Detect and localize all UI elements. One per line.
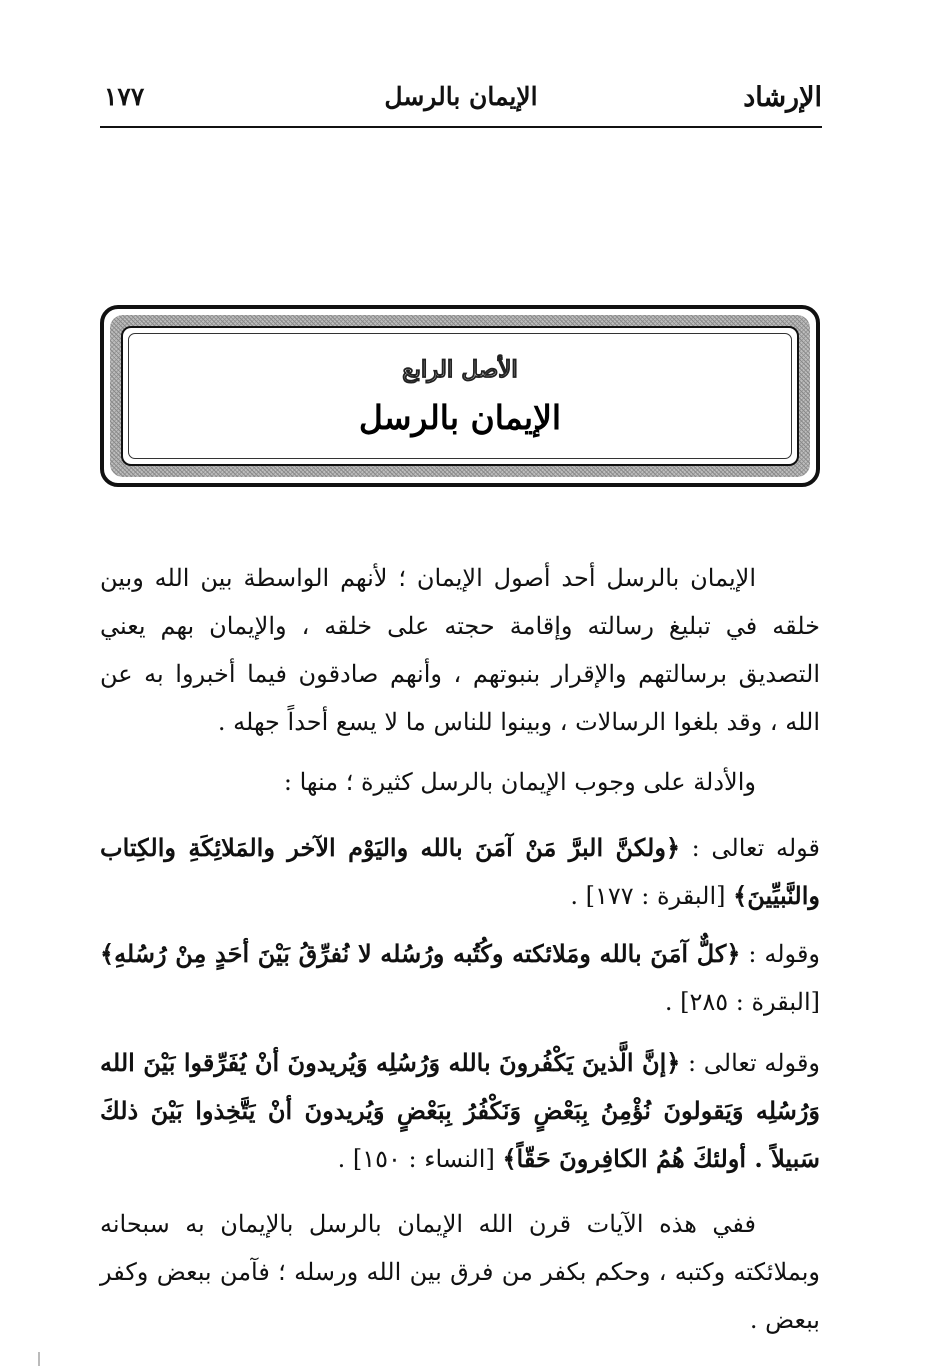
verse-reference: [البقرة : ٢٨٥] . bbox=[664, 988, 820, 1016]
paragraph-intro-text: الإيمان بالرسل أحد أصول الإيمان ؛ لأنهم الواسطة بين الله وبين خلقه في تبليغ رسالته وإقامة حجته على خلقه ، والإيمان بهم يعني التصديق برسالتهم والإقرار بنبوتهم ، وأنهم صادقون فيما أخبروا به عن الله ، وقد بلغوا الرسالات ، وبينوا للناس ما لا يسع أحداً جهله . bbox=[100, 564, 820, 736]
header-rule bbox=[100, 126, 822, 128]
frame-inner-line bbox=[128, 333, 792, 459]
paragraph-verse-baqarah-177 bbox=[100, 824, 820, 920]
verse-intro: قوله تعالى : bbox=[680, 834, 820, 862]
scan-margin-mark bbox=[38, 1352, 40, 1366]
paragraph-verse-nisa-150 bbox=[100, 1039, 820, 1183]
frame-inner-panel bbox=[121, 326, 799, 466]
verse-reference: [البقرة : ١٧٧] . bbox=[570, 882, 734, 910]
verse-intro: وقوله : bbox=[740, 940, 821, 968]
verse-reference: [النساء : ١٥٠] . bbox=[337, 1145, 503, 1173]
paragraph-evidence-lead bbox=[100, 758, 820, 806]
chapter-kicker: الأصل الرابع bbox=[402, 356, 518, 383]
header-section-title: الإرشاد bbox=[743, 82, 822, 113]
chapter-title: الإيمان بالرسل bbox=[358, 398, 562, 437]
verse-intro: وقوله تعالى : bbox=[680, 1049, 821, 1077]
paragraph-evidence-lead-text: والأدلة على وجوب الإيمان بالرسل كثيرة ؛ منها : bbox=[283, 768, 756, 796]
quran-verse: ﴿ولكنَّ البرَّ مَنْ آمَنَ بالله واليَوْم الآخر والمَلائِكَةِ والكِتاب والنَّبيِّينَ﴾ bbox=[100, 833, 820, 910]
running-header bbox=[100, 82, 822, 124]
paragraph-conclusion bbox=[100, 1200, 820, 1344]
header-chapter-title: الإيمان بالرسل bbox=[384, 82, 538, 111]
paragraph-conclusion-text: ففي هذه الآيات قرن الله الإيمان بالرسل بالإيمان به سبحانه وبملائكته وكتبه ، وحكم بكفر من فرق بين الله ورسله ؛ فآمن ببعض وكفر ببعض . bbox=[100, 1210, 820, 1334]
quran-verse: ﴿كلٌّ آمَنَ بالله ومَلائكته وكُتُبه ورُسُله لا نُفرِّقُ بَيْنَ أحَدٍ مِنْ رُسُلهِ﴾ bbox=[100, 939, 741, 968]
quran-verse: ﴿إنَّ الَّذينَ يَكْفُرونَ بالله وَرُسُلِه وَيُريدونَ أنْ يُفَرِّقوا بَيْنَ الله وَرُسُلِه وَيَقولونَ نُؤْمِنُ بِبَعْضٍ وَنَكْفُرُ بِبَعْضٍ وَيُريدونَ أنْ يَتَّخِذوا بَيْنَ ذلكَ سَبيلاً . أولئكَ هُمُ الكافِرونَ حَقّاً﴾ bbox=[100, 1048, 820, 1173]
paragraph-intro bbox=[100, 554, 820, 746]
page-number: ١٧٧ bbox=[104, 82, 145, 111]
paragraph-verse-baqarah-285 bbox=[100, 930, 820, 1026]
chapter-title-frame bbox=[100, 305, 820, 487]
